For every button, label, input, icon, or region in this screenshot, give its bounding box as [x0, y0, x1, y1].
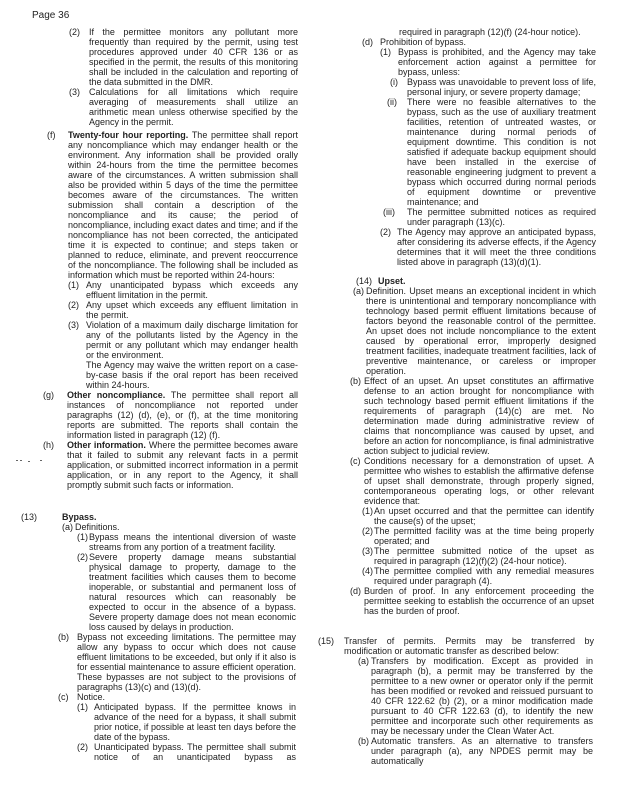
item-text: Transfer of permits. Permits may be transferred by modification or automatic transfer as described below: [344, 636, 594, 656]
item-text: Burden of proof. In any enforcement proceeding the permittee seeking to establish the occurrence of an upset has the burden of proof. [364, 586, 594, 616]
paragraph-13d1iii [383, 207, 596, 227]
item-label: (h) [43, 440, 54, 450]
paragraph-13d2 [380, 227, 596, 267]
paragraph-14c3 [362, 546, 594, 566]
paragraph-14d [350, 586, 594, 616]
paragraph-14c1 [362, 506, 594, 526]
item-label: (a) [62, 522, 73, 532]
right-column [0, 27, 618, 766]
item-label: (1) [77, 702, 88, 712]
paragraph-15a [358, 656, 593, 736]
item-label: (c) [58, 692, 69, 702]
item-text: The permittee shall report all instances of noncompliance not reported under paragraphs (12) (d), (e), or (f), at the time monitoring reports are submitted. The reports shall contain the information listed in paragraph (12) (f). [67, 390, 298, 440]
section-heading: Twenty-four hour reporting. [68, 130, 189, 140]
item-label: (f) [47, 130, 56, 140]
item-text: Any unanticipated bypass which exceeds any effluent limitation in the permit. [86, 280, 298, 300]
section-heading: Upset. [378, 276, 406, 286]
item-label: (1) [380, 47, 391, 57]
item-text: The permitted facility was at the time being properly operated; and [374, 526, 594, 546]
paragraph-14b [350, 376, 594, 456]
section-15 [318, 636, 594, 656]
paragraph-13d1ii [387, 97, 596, 207]
item-text: Definition. Upset means an exceptional incident in which there is unintentional and temporary noncompliance with technology based permit effluent limitations because of factors beyond the reasonable control of the permittee. An upset does not include noncompliance to the extent caused by operational error, improperly designed treatment facilities, inadequate treatment facilities, lack of preventive maintenance, or careless or improper operation. [366, 286, 596, 376]
item-label: (2) [77, 742, 88, 752]
item-label: (13) [21, 512, 38, 522]
item-label: (2) [69, 27, 80, 37]
paragraph-13c2-continued [399, 27, 596, 37]
page-number: Page 36 [32, 10, 70, 21]
item-label: (14) [356, 276, 373, 286]
item-text: Automatic transfers. As an alternative to transfers under paragraph (a), any NPDES permit may be automatically [371, 736, 593, 766]
item-label: (g) [43, 390, 54, 400]
item-label: (3) [68, 320, 79, 330]
item-text: The permittee complied with any remedial measures required under paragraph (4). [374, 566, 594, 586]
item-text: If the permittee monitors any pollutant more frequently than required by the permit, using test procedures approved under 40 CFR 136 or as specified in the permit, the results of this monitoring shall be included in the calculation and reporting of the data submitted in the DMR. [89, 27, 298, 87]
item-text: Calculations for all limitations which require averaging of measurements shall utilize an arithmetic mean unless otherwise specified by the Agency in the permit. [89, 87, 298, 127]
item-label: (d) [350, 586, 361, 596]
item-text: Violation of a maximum daily discharge limitation for any of the pollutants listed by the Agency in the permit or any pollutant which may endanger health or the environment. [86, 320, 298, 360]
item-label: (ii) [387, 97, 397, 107]
item-text: Definitions. [75, 522, 120, 532]
item-text: Bypass is prohibited, and the Agency may take enforcement action against a permittee for bypass, unless: [398, 47, 596, 77]
item-label: (1) [77, 532, 88, 542]
item-text: Prohibition of bypass. [380, 37, 467, 47]
section-heading: Bypass. [62, 512, 97, 522]
paragraph-13d1 [380, 47, 596, 77]
item-text: The permittee submitted notice of the upset as required in paragraph (12)(f)(2) (24-hour notice). [374, 546, 594, 566]
item-text: Anticipated bypass. If the permittee knows in advance of the need for a bypass, it shall submit prior notice, if possible at least ten days before the date of the bypass. [94, 702, 296, 742]
item-label: (15) [318, 636, 335, 646]
item-label: (1) [362, 506, 373, 516]
item-text: Bypass was unavoidable to prevent loss of life, personal injury, or severe property damage; [407, 77, 596, 97]
paragraph-14c4 [362, 566, 594, 586]
section-14 [356, 276, 596, 286]
item-text: The Agency may waive the written report on a case-by-case basis if the oral report has been received within 24-hours. [86, 360, 298, 390]
item-text: Bypass means the intentional diversion of waste streams from any portion of a treatment facility. [89, 532, 296, 552]
item-text: The permittee submitted notices as required under paragraph (13)(c). [407, 207, 596, 227]
item-label: (1) [68, 280, 79, 290]
item-label: (b) [350, 376, 361, 386]
item-label: (a) [358, 656, 369, 666]
paragraph-14a [353, 286, 596, 376]
item-label: (3) [362, 546, 373, 556]
item-label: (2) [380, 227, 391, 237]
item-text: Unanticipated bypass. The permittee shall submit notice of an unanticipated bypass as [94, 742, 296, 762]
paragraph-14c [350, 456, 594, 506]
item-label: (3) [69, 87, 80, 97]
item-label: (4) [362, 566, 373, 576]
item-text: Transfers by modification. Except as provided in paragraph (b), a permit may be transferred by the permittee to a new owner or operator only if the permit has been modified or revoked and reissued pursuant to 40 CFR 122.62 (b) (2), or a minor modification made pursuant to 40 CFR 122.63 (d), to identify the new permittee and incorporate such other requirements as may be necessary under the Clean Water Act. [371, 656, 593, 736]
item-text: required in paragraph (12)(f) (24-hour notice). [399, 27, 581, 37]
paragraph-15b [358, 736, 593, 766]
item-label: (2) [77, 552, 88, 562]
item-text: Effect of an upset. An upset constitutes an affirmative defense to an action brought for noncompliance with such technology based permit effluent limitations if the requirements of paragraph (14)(c) are met. No determination made during administrative review of claims that noncompliance was caused by upset, and before an action for noncompliance, is final administrative action subject to judicial review. [364, 376, 594, 456]
item-text: Conditions necessary for a demonstration of upset. A permittee who wishes to establish the affirmative defense of upset shall demonstrate, through properly signed, contemporaneous operating logs, or other relevant evidence that: [364, 456, 594, 506]
item-text: The Agency may approve an anticipated bypass, after considering its adverse effects, if the Agency determines that it will meet the three conditions listed above in paragraph (13)(d)(1). [397, 227, 596, 267]
item-text: Bypass not exceeding limitations. The permittee may allow any bypass to occur which does not cause effluent limitations to be exceeded, but only if it also is for essential maintenance to assure efficient operation. These bypasses are not subject to the provisions of paragraphs (13)(c) and (13)(d). [77, 632, 296, 692]
item-label: (c) [350, 456, 361, 466]
section-heading: Other noncompliance. [67, 390, 166, 400]
item-label: (2) [362, 526, 373, 536]
item-label: (i) [390, 77, 398, 87]
item-text: Severe property damage means substantial physical damage to property, damage to the treatment facilities which causes them to become inoperable, or substantial and permanent loss of natural resources which can reasonably be expected to occur in the absence of a bypass. Severe property damage does not mean economic loss caused by delays in production. [89, 552, 296, 632]
item-text: Notice. [77, 692, 106, 702]
paragraph-13d1i [390, 77, 596, 97]
item-label: (d) [362, 37, 373, 47]
item-text: An upset occurred and that the permittee can identify the cause(s) of the upset; [374, 506, 594, 526]
item-label: (iii) [383, 207, 395, 217]
paragraph-14c2 [362, 526, 594, 546]
item-text: The permittee shall report any noncompliance which may endanger health or the environment. Any information shall be provided orally within 24-hours from the time the permittee becomes aware of the circumstances. A written submission shall also be provided within 5 days of the time the permittee becomes aware of the circumstances. The written submission shall contain a description of the noncompliance and its cause; the period of noncompliance, including exact dates and time; and if the noncompliance has not been corrected, the anticipated time it is expected to continue; and steps taken or planned to reduce, eliminate, and prevent reoccurrence of the noncompliance. The following shall be included as information which must be reported within 24-hours: [68, 130, 298, 280]
item-label: (a) [353, 286, 364, 296]
item-label: (b) [358, 736, 369, 746]
section-heading: Other information. [67, 440, 146, 450]
paragraph-13d [362, 37, 596, 47]
item-text: Where the permittee becomes aware that it failed to submit any relevant facts in a permit application, or submitted incorrect information in a permit application, or in any report to the Agency, it shall promptly submit such facts or information. [67, 440, 298, 490]
item-text: Any upset which exceeds any effluent limitation in the permit. [86, 300, 298, 320]
item-label: (b) [58, 632, 69, 642]
item-text: There were no feasible alternatives to the bypass, such as the use of auxiliary treatment facilities, retention of untreated wastes, or maintenance during normal periods of equipment downtime. This condition is not satisfied if adequate backup equipment should have been installed in the exercise of reasonable engineering judgment to prevent a bypass which occurred during normal periods of equipment downtime or preventive maintenance; and [407, 97, 596, 207]
item-label: (2) [68, 300, 79, 310]
